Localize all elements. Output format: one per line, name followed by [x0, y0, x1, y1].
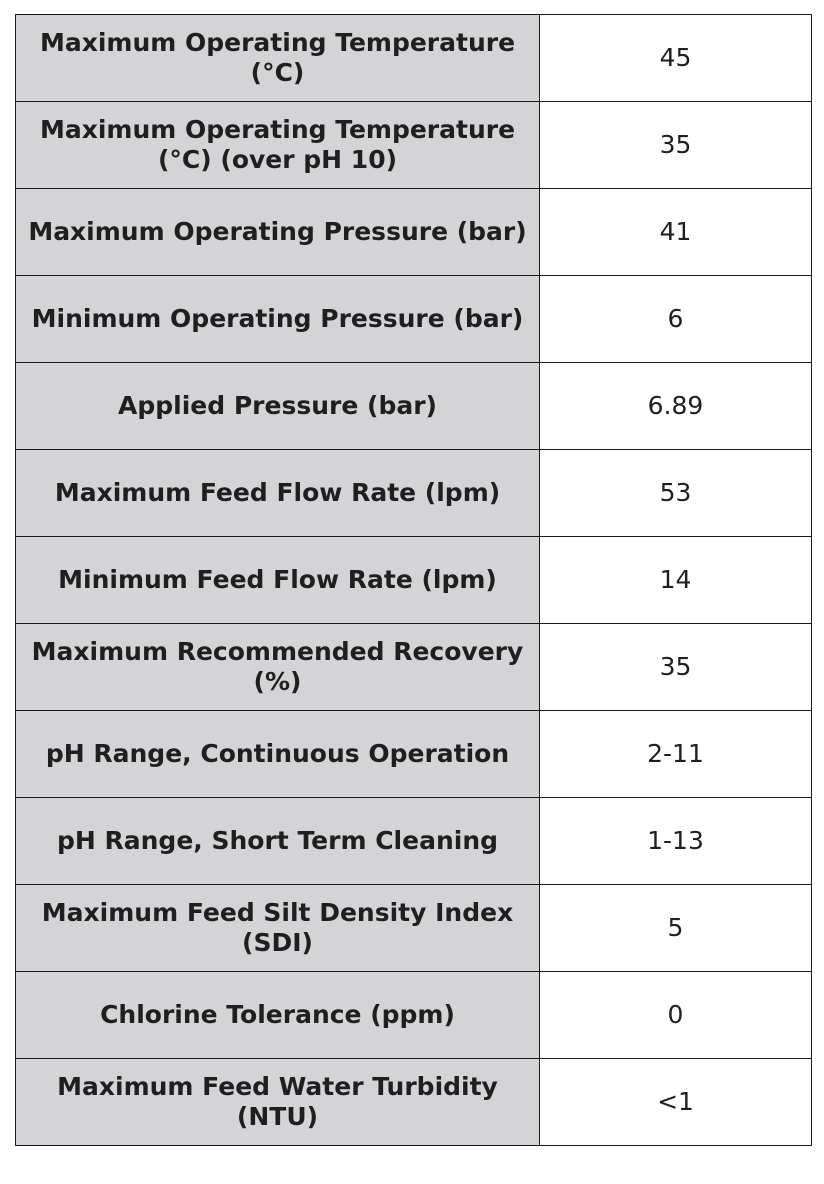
table-row — [16, 537, 812, 624]
spec-value: 14 — [659, 564, 692, 594]
table-row — [16, 102, 812, 189]
spec-label-cell — [16, 624, 540, 711]
spec-label-cell — [16, 972, 540, 1059]
spec-label: pH Range, Short Term Cleaning — [56, 825, 499, 855]
spec-label-cell — [16, 711, 540, 798]
spec-label-cell — [16, 15, 540, 102]
spec-label-cell — [16, 798, 540, 885]
spec-value-cell — [540, 102, 812, 189]
spec-value: 35 — [659, 651, 692, 681]
spec-value: 2-11 — [647, 738, 704, 768]
specifications-table-body — [16, 15, 812, 1146]
table-row — [16, 189, 812, 276]
spec-label: Chlorine Tolerance (ppm) — [100, 999, 455, 1029]
spec-value: 6 — [667, 303, 684, 333]
spec-label: Maximum Recommended Recovery (%) — [31, 636, 524, 696]
spec-value: 1-13 — [647, 825, 704, 855]
table-row — [16, 624, 812, 711]
spec-value-cell — [540, 363, 812, 450]
spec-value: <1 — [657, 1086, 694, 1116]
spec-value: 0 — [667, 999, 684, 1029]
spec-label-cell — [16, 363, 540, 450]
specifications-table — [15, 14, 812, 1146]
spec-label: Maximum Feed Flow Rate (lpm) — [54, 477, 501, 507]
spec-label-cell — [16, 537, 540, 624]
table-row — [16, 15, 812, 102]
spec-label: Maximum Operating Temperature (°C) (over pH 10) — [39, 114, 516, 174]
spec-value-cell — [540, 15, 812, 102]
table-row — [16, 450, 812, 537]
spec-label-cell — [16, 189, 540, 276]
spec-label: Minimum Operating Pressure (bar) — [31, 303, 524, 333]
spec-value: 53 — [659, 477, 692, 507]
spec-label: Minimum Feed Flow Rate (lpm) — [58, 564, 497, 594]
spec-value-cell — [540, 798, 812, 885]
spec-value-cell — [540, 972, 812, 1059]
spec-value: 5 — [667, 912, 684, 942]
spec-value-cell — [540, 711, 812, 798]
table-row — [16, 798, 812, 885]
table-row — [16, 363, 812, 450]
table-row — [16, 711, 812, 798]
spec-value-cell — [540, 537, 812, 624]
spec-label: Maximum Feed Silt Density Index (SDI) — [41, 897, 514, 957]
spec-label-cell — [16, 1059, 540, 1146]
spec-value-cell — [540, 276, 812, 363]
spec-label: Applied Pressure (bar) — [118, 390, 437, 420]
spec-value: 6.89 — [647, 390, 704, 420]
spec-value-cell — [540, 450, 812, 537]
table-row — [16, 885, 812, 972]
spec-label-cell — [16, 276, 540, 363]
spec-value-cell — [540, 624, 812, 711]
spec-label: pH Range, Continuous Operation — [45, 738, 510, 768]
spec-label-cell — [16, 102, 540, 189]
spec-value: 35 — [659, 129, 692, 159]
spec-label: Maximum Operating Temperature (°C) — [39, 27, 516, 87]
spec-value-cell — [540, 189, 812, 276]
spec-value: 45 — [659, 42, 692, 72]
spec-label-cell — [16, 885, 540, 972]
table-row — [16, 1059, 812, 1146]
spec-label: Maximum Operating Pressure (bar) — [28, 216, 527, 246]
table-row — [16, 276, 812, 363]
spec-value-cell — [540, 885, 812, 972]
spec-value-cell — [540, 1059, 812, 1146]
spec-label-cell — [16, 450, 540, 537]
spec-value: 41 — [659, 216, 692, 246]
table-row — [16, 972, 812, 1059]
spec-label: Maximum Feed Water Turbidity (NTU) — [57, 1071, 498, 1131]
